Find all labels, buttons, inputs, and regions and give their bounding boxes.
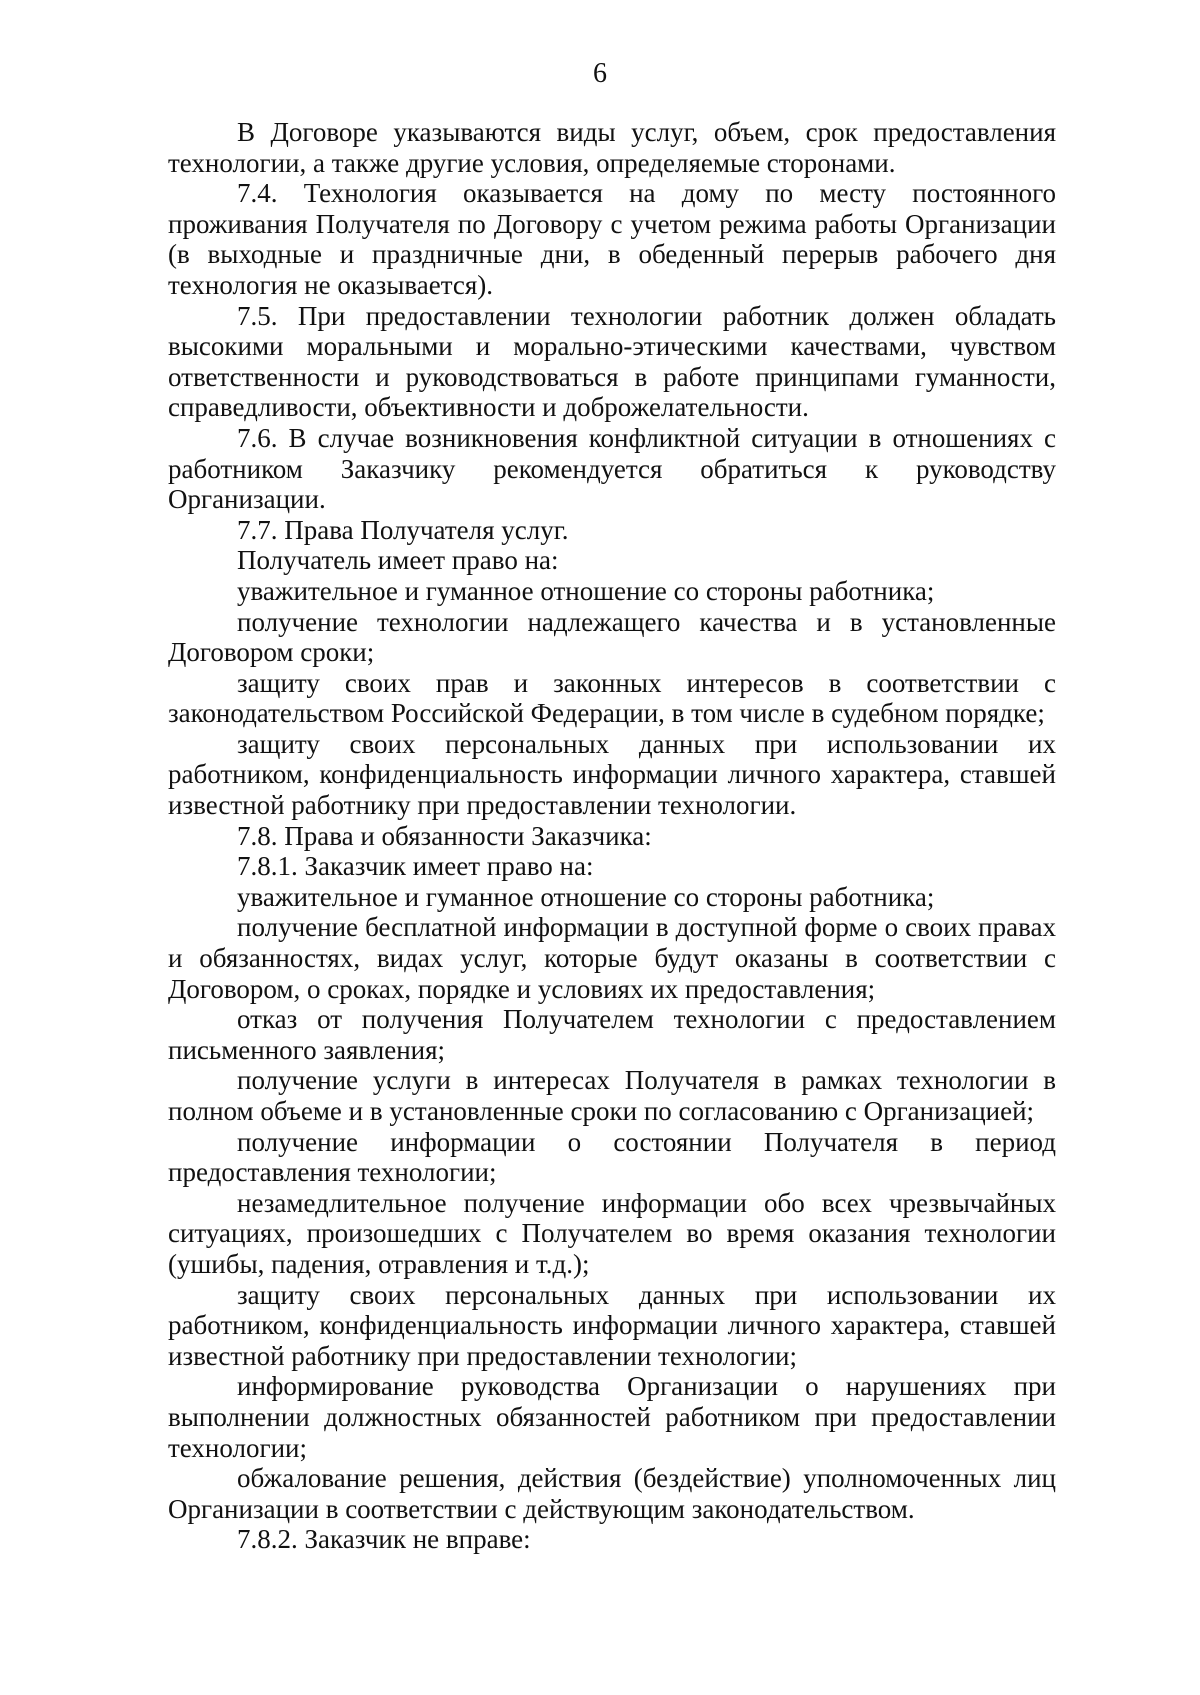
paragraph: уважительное и гуманное отношение со стороны работника; [237,881,935,912]
paragraph: 7.4. Технология оказывается на дому по месту постоянного проживания Получателя по Договору с учетом режима работы Организации (в выходные и праздничные дни, в обеденный перерыв рабочего дня технология не оказывается). [168,178,1056,300]
paragraph: 7.8.2. Заказчик не вправе: [237,1524,531,1555]
paragraph: получение услуги в интересах Получателя в рамках технологии в полном объеме и в установленные сроки по согласованию с Организацией; [168,1065,1056,1126]
paragraph: уважительное и гуманное отношение со стороны работника; [237,575,935,606]
paragraph: обжалование решения, действия (бездействие) уполномоченных лиц Организации в соответствии с действующим законодательством. [168,1463,1056,1524]
paragraph: незамедлительное получение информации обо всех чрезвычайных ситуациях, произошедших с Получателем во время оказания технологии (ушибы, падения, отравления и т.д.); [168,1187,1056,1279]
paragraph: отказ от получения Получателем технологии с предоставлением письменного заявления; [168,1004,1056,1065]
paragraph: 7.8. Права и обязанности Заказчика: [237,820,652,851]
paragraph: В Договоре указываются виды услуг, объем, срок предоставления технологии, а также другие условия, определяемые сторонами. [168,117,1056,178]
paragraph: информирование руководства Организации о нарушениях при выполнении должностных обязанностей работником при предоставлении технологии; [168,1371,1056,1463]
document-body [168,117,1056,1555]
paragraph: 7.6. В случае возникновения конфликтной ситуации в отношениях с работником Заказчику рекомендуется обратиться к руководству Организации. [168,422,1056,515]
paragraph: получение информации о состоянии Получателя в период предоставления технологии; [168,1126,1056,1188]
paragraph: 7.8.1. Заказчик имеет право на: [237,851,594,882]
paragraph: защиту своих персональных данных при использовании их работником, конфиденциальность информации личного характера, ставшей известной работнику при предоставлении технологии. [168,728,1056,821]
paragraph: получение технологии надлежащего качества и в установленные Договором сроки; [168,606,1056,668]
paragraph: 7.7. Права Получателя услуг. [237,514,569,545]
paragraph: 7.5. При предоставлении технологии работник должен обладать высокими моральными и морально-этическими качествами, чувством ответственности и руководствоваться в работе принципами гуманности, справедливости, объективности и доброжелательности. [168,300,1056,423]
paragraph: получение бесплатной информации в доступной форме о своих правах и обязанностях, видах услуг, которые будут оказаны в соответствии с Договором, о сроках, порядке и условиях их предоставления; [168,912,1056,1004]
page-number: 6 [593,58,607,89]
paragraph: защиту своих прав и законных интересов в соответствии с законодательством Российской Федерации, в том числе в судебном порядке; [168,667,1056,729]
paragraph: Получатель имеет право на: [237,545,559,576]
paragraph: защиту своих персональных данных при использовании их работником, конфиденциальность информации личного характера, ставшей известной работнику при предоставлении технологии; [168,1279,1056,1371]
